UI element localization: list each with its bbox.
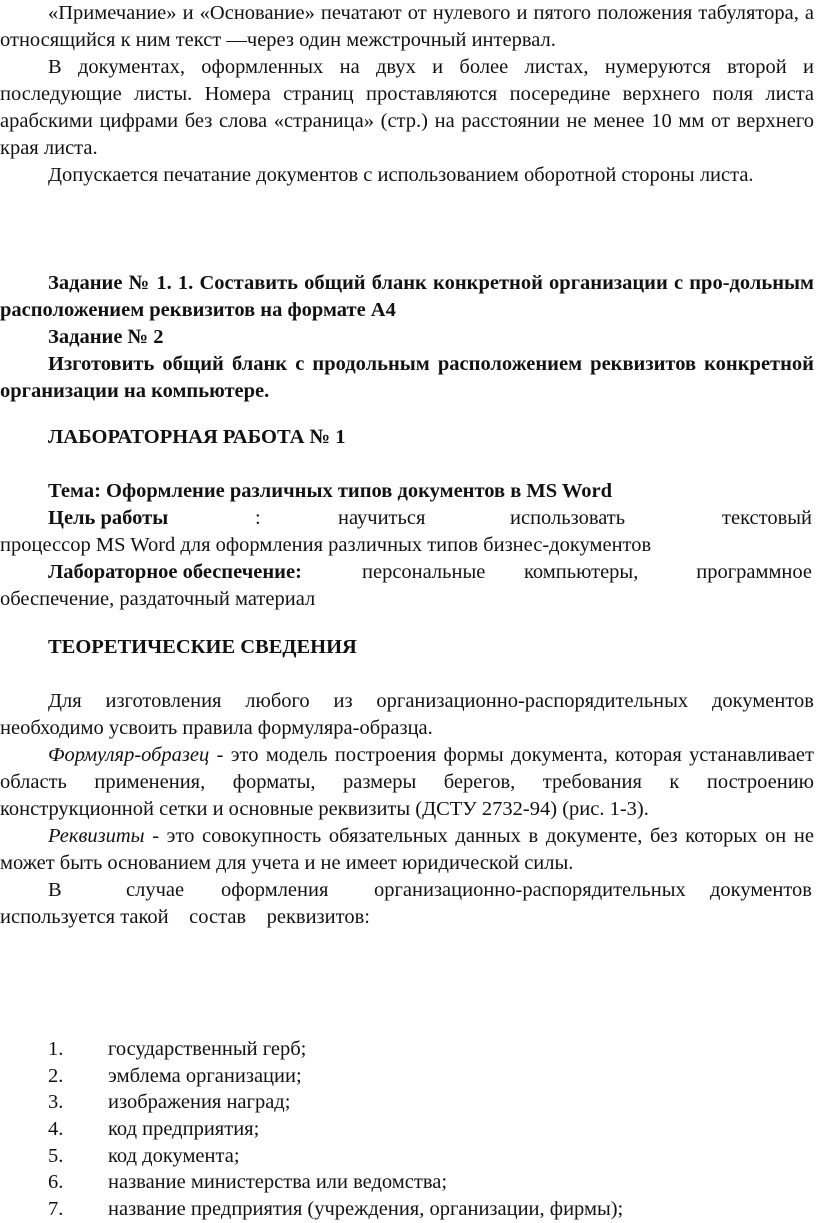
- theory-p4-word: документов: [710, 879, 812, 901]
- task-1: Задание № 1. 1. Составить общий бланк конкретной организации с про-дольным расположением реквизитов на формате А4: [0, 272, 814, 321]
- theory-paragraph-2-text: - это модель построения формы документа, которая устанавливает область применения, форматы, размеры берегов, требования к построению конструкционной сетки и основные реквизиты (ДСТУ 2732-94) (рис. 1-3).: [0, 744, 814, 820]
- term-requisites: Реквизиты: [48, 825, 145, 847]
- theory-paragraph-4-line: [0, 877, 814, 904]
- lab-support-word: персональные: [362, 561, 486, 583]
- theory-paragraph-1: Для изготовления любого из организационно-распорядительных документов необходимо усвоить правила формуляра-образца.: [0, 690, 814, 739]
- theory-p4-word: оформления: [221, 879, 329, 901]
- theory-p4-word: случае: [126, 879, 185, 901]
- theory-title: ТЕОРЕТИЧЕСКИЕ СВЕДЕНИЯ: [48, 636, 357, 658]
- theory-paragraph-2: [0, 742, 814, 823]
- task-2-text: Изготовить общий бланк с продольным расположением реквизитов конкретной организации на компьютере.: [0, 353, 814, 402]
- lab-goal-word: научиться: [338, 507, 426, 529]
- task-2-title: Задание № 2: [48, 326, 164, 348]
- lab-goal-continuation: процессор MS Word для оформления различных типов бизнес-документов: [0, 534, 652, 556]
- lab-goal-line: [0, 505, 814, 532]
- document-page: «Примечание» и «Основание» печатают от нулевого и пятого положения табулятора, а относящийся к ним текст —через один межстрочный интервал. В документах, оформленных на двух и более листах, нумеруются второй и последующие листы. Номера страниц проставляются посередине верхнего поля листа арабскими цифрами без слова «страница» (стр.) на расстоянии не менее 10 мм от верхнего края листа. Допускается печатание документов с использованием оборотной стороны листа. Задание № 1. 1. Составить общий бланк конкретной организации с про-дольным расположением реквизитов на формате А4 Задание № 2 Изготовить общий бланк с продольным расположением реквизитов конкретной организации на компьютере. ЛАБОРАТОРНАЯ РАБОТА № 1 Тема: Оформление различных типов документов в MS Word Цель работы : научиться использовать текстовый процессор MS Word для оформления различных типов бизнес-документов Лабораторное обеспечение: персональные компьютеры, программное обеспечение, раздаточный материал ТЕОРЕТИЧЕСКИЕ СВЕДЕНИЯ Для изготовления любого из организационно-распорядительных документов необходимо усвоить правила формуляра-образца. Формуляр-образец - это модель построения формы документа, которая устанавливает область применения, форматы, размеры берегов, требования к построению конструкционной сетки и основные реквизиты (ДСТУ 2732-94) (рис. 1-3). Реквизиты - это совокупность обязательных данных в документе, без которых он не может быть основанием для учета и не имеет юридической силы. В случае оформления организационно-распорядительных документов используется такой состав реквизитов: 1. государственный герб; 2. эмблема организации; 3. изображения наград; 4. код предприятия; 5. код документа; 6. название министерства или ведомства; 7. название предприятия (учреждения, организации, фирмы);: [0, 2, 814, 1221]
- intro-paragraph-2: В документах, оформленных на двух и более листах, нумеруются второй и последующие листы. Номера страниц проставляются посередине верхнего поля листа арабскими цифрами без слова «страница» (стр.) на расстоянии не менее 10 мм от верхнего края листа.: [0, 56, 814, 159]
- lab-goal-word: текстовый: [722, 507, 812, 529]
- lab-goal-word: использовать: [510, 507, 626, 529]
- lab-support-word: программное: [696, 561, 812, 583]
- lab-support-label: Лабораторное обеспечение:: [48, 561, 302, 583]
- theory-p4-word: организационно-распорядительных: [374, 879, 686, 901]
- lab-title: ЛАБОРАТОРНАЯ РАБОТА № 1: [48, 426, 346, 448]
- lab-support-line: [0, 559, 814, 586]
- lab-support-word: компьютеры,: [524, 561, 639, 583]
- lab-topic: Тема: Оформление различных типов документов в MS Word: [48, 480, 613, 502]
- theory-paragraph-3: [0, 823, 814, 877]
- term-formular: Формуляр-образец: [48, 744, 210, 766]
- theory-p4-word: В: [48, 879, 62, 901]
- lab-goal-label: Цель работы: [48, 507, 169, 529]
- intro-paragraph-3: Допускается печатание документов с использованием оборотной стороны листа.: [48, 164, 754, 186]
- lab-goal-colon: :: [255, 507, 261, 529]
- intro-paragraph-1: «Примечание» и «Основание» печатают от нулевого и пятого положения табулятора, а относящийся к ним текст —через один межстрочный интервал.: [0, 2, 814, 51]
- theory-paragraph-3-text: - это совокупность обязательных данных в документе, без которых он не может быть основанием для учета и не имеет юридической силы.: [0, 825, 814, 874]
- theory-paragraph-4-continuation: используется такой состав реквизитов:: [0, 906, 370, 928]
- lab-support-continuation: обеспечение, раздаточный материал: [0, 588, 316, 610]
